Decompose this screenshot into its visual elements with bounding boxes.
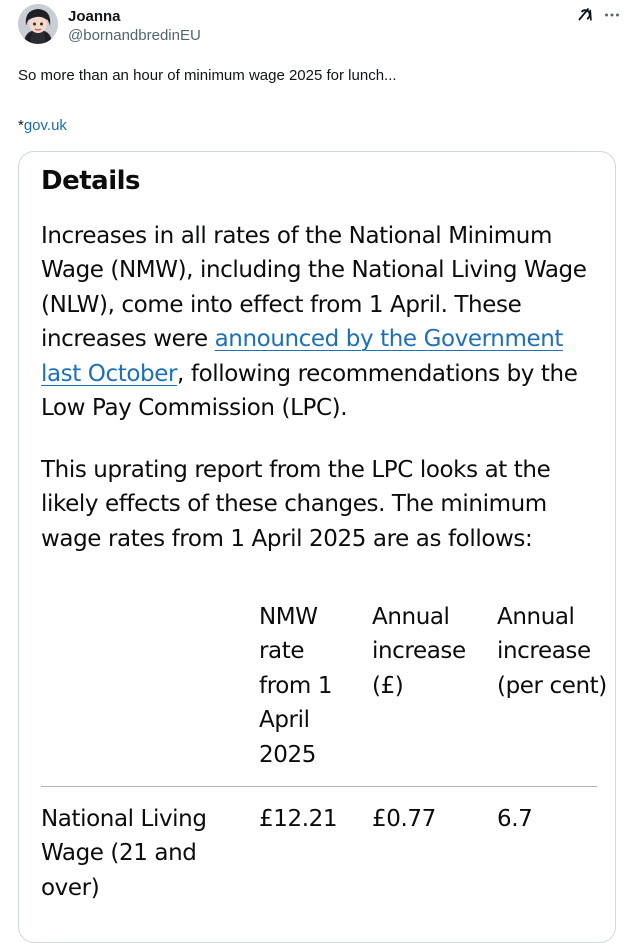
announcement-link[interactable]: announced by the Government last October bbox=[41, 326, 564, 387]
table-header-rate: NMW rate from 1 April 2025 bbox=[259, 604, 333, 768]
display-name[interactable]: Joanna bbox=[68, 8, 121, 25]
post-text: So more than an hour of minimum wage 2025 for lunch... bbox=[18, 67, 397, 84]
avatar[interactable] bbox=[18, 4, 58, 44]
post-header bbox=[18, 4, 620, 50]
table-header-increase: Annual increase (£) bbox=[372, 604, 466, 699]
table-header-percent: Annual increase (per cent) bbox=[497, 604, 607, 699]
table-cell-increase: £0.77 bbox=[372, 806, 436, 832]
source-line bbox=[18, 116, 67, 136]
source-prefix: * bbox=[18, 117, 24, 134]
source-link[interactable]: gov.uk bbox=[23, 117, 67, 134]
intro-paragraph bbox=[41, 219, 601, 425]
table-divider bbox=[41, 786, 597, 787]
quoted-image-card[interactable] bbox=[18, 151, 616, 943]
avatar-illustration bbox=[18, 4, 58, 44]
report-paragraph: This uprating report from the LPC looks at the likely effects of these changes. The minimum wage rates from 1 April 2025 are as follows: bbox=[41, 457, 551, 552]
details-heading: Details bbox=[41, 166, 140, 196]
user-handle[interactable]: @bornandbredinEU bbox=[68, 27, 201, 44]
intro-text: Increases in all rates of the National Minimum Wage (NMW), including the National Living Wage (NLW), come into effect from 1 April. These increases were bbox=[41, 223, 587, 353]
table-row-label: National Living Wage (21 and over) bbox=[41, 806, 207, 901]
grok-icon[interactable] bbox=[576, 6, 594, 24]
table-cell-rate: £12.21 bbox=[259, 806, 338, 832]
intro-text-end: , following recommendations by the Low Pay Commission (LPC). bbox=[41, 360, 578, 422]
more-options-icon[interactable] bbox=[604, 6, 620, 24]
table-cell-percent: 6.7 bbox=[497, 806, 533, 832]
